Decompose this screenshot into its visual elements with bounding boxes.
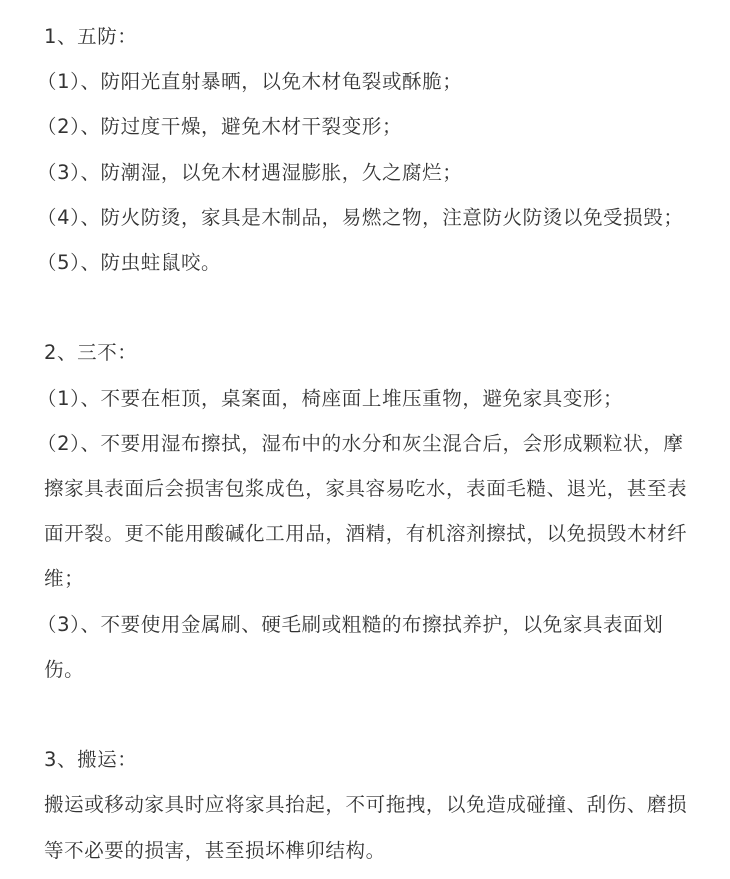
list-item: （2）、不要用湿布擦拭，湿布中的水分和灰尘混合后，会形成颗粒状，摩擦家具表面后会损害包浆成色，家具容易吃水，表面毛糙、退光，甚至表面开裂。更不能用酸碱化工用品，酒精，有机溶剂擦拭，以免损毁木材纤维； xyxy=(37,431,688,591)
paragraph: 搬运或移动家具时应将家具抬起，不可拖拽，以免造成碰撞、刮伤、磨损等不必要的损害，甚至损坏榫卯结构。 xyxy=(44,793,688,862)
paragraph-gap xyxy=(44,285,694,330)
list-item: （2）、防过度干燥，避免木材干裂变形； xyxy=(37,115,403,139)
section-heading-moving: 3、搬运： xyxy=(44,748,138,772)
list-item: （3）、不要使用金属刷、硬毛刷或粗糙的布擦拭养护，以免家具表面划伤。 xyxy=(37,612,664,681)
article-body xyxy=(37,14,694,873)
list-item: （1）、不要在柜顶，桌案面，椅座面上堆压重物，避免家具变形； xyxy=(37,386,624,410)
list-item: （1）、防阳光直射暴晒，以免木材龟裂或酥脆； xyxy=(37,70,463,94)
section-heading-three-donts: 2、三不： xyxy=(44,341,138,365)
list-item: （3）、防潮湿，以免木材遇湿膨胀，久之腐烂； xyxy=(37,160,463,184)
list-item: （5）、防虫蛀鼠咬。 xyxy=(37,251,222,275)
list-item: （4）、防火防烫，家具是木制品，易燃之物，注意防火防烫以免受损毁； xyxy=(37,205,684,229)
section-heading-five-preventions: 1、五防： xyxy=(44,25,138,48)
paragraph-gap xyxy=(44,692,694,737)
